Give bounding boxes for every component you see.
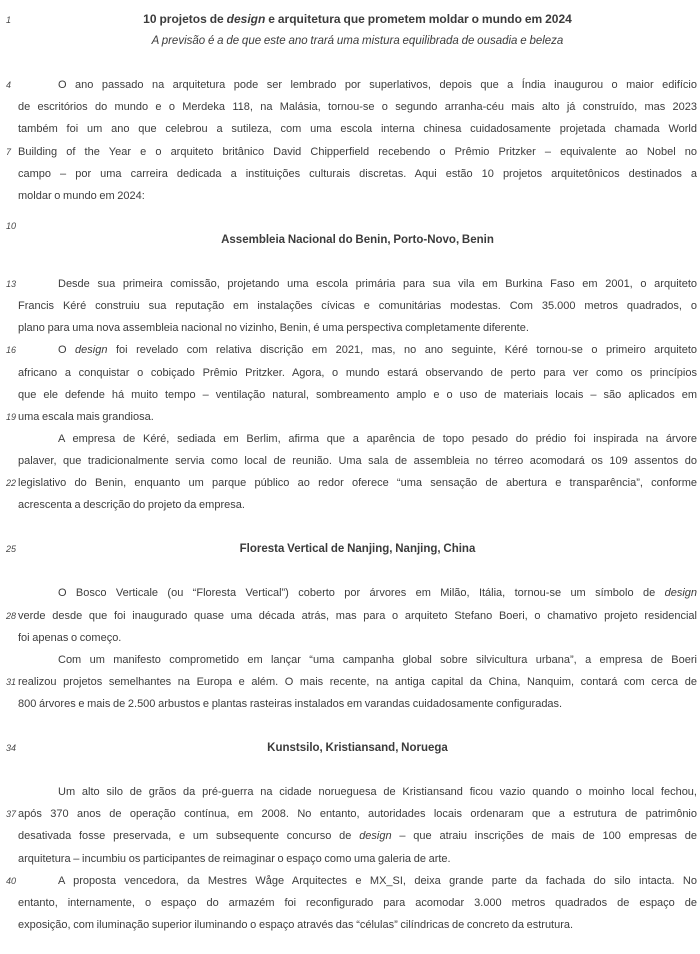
document-line bbox=[0, 472, 700, 494]
line-number: 13 bbox=[6, 279, 17, 290]
italic-text: design bbox=[664, 587, 697, 600]
blank-text bbox=[18, 251, 700, 273]
italic-text: design bbox=[226, 12, 266, 26]
document-line bbox=[0, 649, 700, 671]
document-line bbox=[0, 96, 700, 118]
document-line bbox=[0, 825, 700, 847]
document-line bbox=[0, 384, 700, 406]
document-line bbox=[0, 693, 700, 715]
section-heading: Assembleia Nacional do Benin, Porto-Novo, Benin bbox=[221, 233, 494, 246]
section-heading: Kunstsilo, Kristiansand, Noruega bbox=[267, 742, 448, 755]
document-line bbox=[0, 362, 700, 384]
body-text-line: moldar o mundo em 2024: bbox=[18, 189, 145, 202]
document-line bbox=[0, 317, 700, 339]
document-line bbox=[0, 295, 700, 317]
line-number: 4 bbox=[6, 80, 12, 91]
document-line bbox=[0, 141, 700, 163]
document-line bbox=[0, 450, 700, 472]
body-text-line: entanto, internamente, o espaço do armazém foi reconfigurado para acomodar 3.000 metros quadrados de espaço de bbox=[18, 896, 697, 909]
italic-text: design bbox=[359, 830, 392, 843]
body-text-line: Francis Kéré construiu sua reputação em instalações cívicas e comunitárias modestas. Com 35.000 metros quadrados, o bbox=[18, 300, 697, 313]
document-line bbox=[0, 428, 700, 450]
document-line bbox=[0, 627, 700, 649]
body-text-line: Com um manifesto comprometido em lançar “uma campanha global sobre silvicultura urbana”, a empresa de Boeri bbox=[58, 653, 697, 666]
body-text-line: O design foi revelado com relativa discrição em 2021, mas, no ano seguinte, Kéré tornou-se o primeiro arquiteto bbox=[58, 344, 697, 357]
document-line bbox=[0, 582, 700, 604]
body-text-line: acrescenta a descrição do projeto da empresa. bbox=[18, 499, 245, 512]
body-text-line: Desde sua primeira comissão, projetando uma escola primária para sua vila em Burkina Faso em 2001, o arquiteto bbox=[58, 278, 697, 291]
blank-line bbox=[0, 52, 700, 74]
document-line bbox=[0, 870, 700, 892]
body-text-line: arquitetura – incumbiu os participantes de reimaginar o espaço como uma galeria de arte. bbox=[18, 852, 451, 865]
document-line bbox=[0, 494, 700, 516]
body-text-line: uma escala mais grandiosa. bbox=[18, 410, 154, 423]
body-text-line: verde desde que foi inaugurado quase uma década atrás, mas para o arquiteto Stefano Boeri, o chamativo projeto residencial bbox=[18, 609, 697, 622]
document-line bbox=[0, 229, 700, 251]
document-title: 10 projetos de design e arquitetura que prometem moldar o mundo em 2024 bbox=[143, 12, 572, 26]
body-text-line: palaver, que tradicionalmente servia como local de reunião. Uma sala de assembleia no térreo acomodará os 109 assentos do bbox=[18, 454, 697, 467]
document-line bbox=[0, 892, 700, 914]
document-line bbox=[0, 30, 700, 52]
blank-text bbox=[18, 759, 700, 781]
body-text-line: que ele defende há muito tempo – ventilação natural, sombreamento amplo e o uso de materiais locais – são aplicados em bbox=[18, 388, 697, 401]
document-line bbox=[0, 781, 700, 803]
line-number: 34 bbox=[6, 743, 17, 754]
document-line bbox=[0, 605, 700, 627]
document-line bbox=[0, 185, 700, 207]
line-number: 19 bbox=[6, 411, 17, 422]
body-text-line: A proposta vencedora, da Mestres Wåge Arquitectes e MX_SI, deixa grande parte da fachada do silo intacta. No bbox=[58, 874, 697, 887]
body-text-line: também foi um ano que celebrou a sutileza, com uma escola interna chinesa cuidadosamente projetada chamada World bbox=[18, 123, 697, 136]
blank-line bbox=[0, 207, 700, 229]
section-heading: Floresta Vertical de Nanjing, Nanjing, China bbox=[239, 543, 476, 556]
blank-text bbox=[18, 560, 700, 582]
body-text-line: Building of the Year e o arquiteto britânico David Chipperfield recebendo o Prêmio Pritzker – equivalente ao Nobel no bbox=[18, 145, 697, 158]
blank-text bbox=[18, 52, 700, 74]
document-line bbox=[0, 8, 700, 30]
blank-line bbox=[0, 759, 700, 781]
body-text-line: campo – por uma carreira dedicada a instituições culturais discretas. Aqui estão 10 projetos arquitetônicos destinados a bbox=[18, 167, 697, 180]
line-number: 10 bbox=[6, 220, 17, 229]
document-line bbox=[0, 538, 700, 560]
line-number: 25 bbox=[6, 544, 17, 555]
body-text-line: de escritórios do mundo e o Merdeka 118, na Malásia, tornou-se o segundo arranha-céu mais alto já construído, mas 2023 bbox=[18, 101, 697, 114]
document-line bbox=[0, 737, 700, 759]
body-text-line: africano a conquistar o cobiçado Prêmio Pritzker. Agora, o mundo estará observando de perto para ver como os princípios bbox=[18, 366, 697, 379]
document-line bbox=[0, 848, 700, 870]
blank-line bbox=[0, 251, 700, 273]
body-text-line: O ano passado na arquitetura pode ser lembrado por superlativos, depois que a Índia inaugurou o maior edifício bbox=[58, 79, 697, 92]
body-text-line: exposição, com iluminação superior iluminando o espaço através das “células” cilíndricas de concreto da estrutura. bbox=[18, 918, 574, 931]
blank-line bbox=[0, 516, 700, 538]
line-number: 22 bbox=[6, 477, 17, 488]
italic-text: design bbox=[75, 344, 108, 357]
document-subtitle: A previsão é a de que este ano trará uma mistura equilibrada de ousadia e beleza bbox=[151, 35, 564, 48]
line-number: 37 bbox=[6, 809, 17, 820]
document-line bbox=[0, 914, 700, 936]
document-line bbox=[0, 339, 700, 361]
document-line bbox=[0, 163, 700, 185]
body-text-line: desativada fosse preservada, e um subsequente concurso de design – que atraiu inscrições de mais de 100 empresas de bbox=[18, 830, 697, 843]
line-number: 7 bbox=[6, 146, 12, 157]
document-line bbox=[0, 671, 700, 693]
line-number: 31 bbox=[6, 676, 17, 687]
blank-text bbox=[18, 715, 700, 737]
line-number: 16 bbox=[6, 345, 17, 356]
body-text-line: A empresa de Kéré, sediada em Berlim, afirma que a aparência de topo pesado do prédio foi inspirada na árvore bbox=[58, 432, 697, 445]
document-line bbox=[0, 118, 700, 140]
document-line bbox=[0, 803, 700, 825]
line-number: 28 bbox=[6, 610, 17, 621]
body-text-line: legislativo do Benin, enquanto um parque público ao redor oferece “uma sensação de abertura e transparência”, conforme bbox=[18, 476, 697, 489]
body-text-line: Um alto silo de grãos da pré-guerra na cidade norueguesa de Kristiansand ficou vazio quando o moinho local fechou, bbox=[58, 786, 697, 799]
blank-text bbox=[18, 516, 700, 538]
document-line bbox=[0, 406, 700, 428]
blank-line bbox=[0, 715, 700, 737]
body-text-line: após 370 anos de operação contínua, em 2008. No entanto, autoridades locais ordenaram que a estrutura de patrimônio bbox=[18, 808, 697, 821]
body-text-line: plano para uma nova assembleia nacional no vizinho, Benin, é uma perspectiva completamente diferente. bbox=[18, 322, 529, 335]
body-text-line: foi apenas o começo. bbox=[18, 631, 122, 644]
blank-text bbox=[18, 207, 700, 229]
body-text-line: O Bosco Verticale (ou “Floresta Vertical”) coberto por árvores em Milão, Itália, tornou-se um símbolo de design bbox=[58, 587, 697, 600]
document-line bbox=[0, 74, 700, 96]
document-line bbox=[0, 273, 700, 295]
body-text-line: realizou projetos semelhantes na Europa e além. O mais recente, na antiga capital da China, Nanquim, contará com cerca de bbox=[18, 675, 697, 688]
line-number: 1 bbox=[6, 15, 12, 25]
blank-line bbox=[0, 560, 700, 582]
document-lines bbox=[0, 8, 700, 936]
body-text-line: 800 árvores e mais de 2.500 arbustos e plantas rasteiras instalados em varandas cuidadosamente configuradas. bbox=[18, 697, 563, 710]
line-number: 40 bbox=[6, 875, 17, 886]
